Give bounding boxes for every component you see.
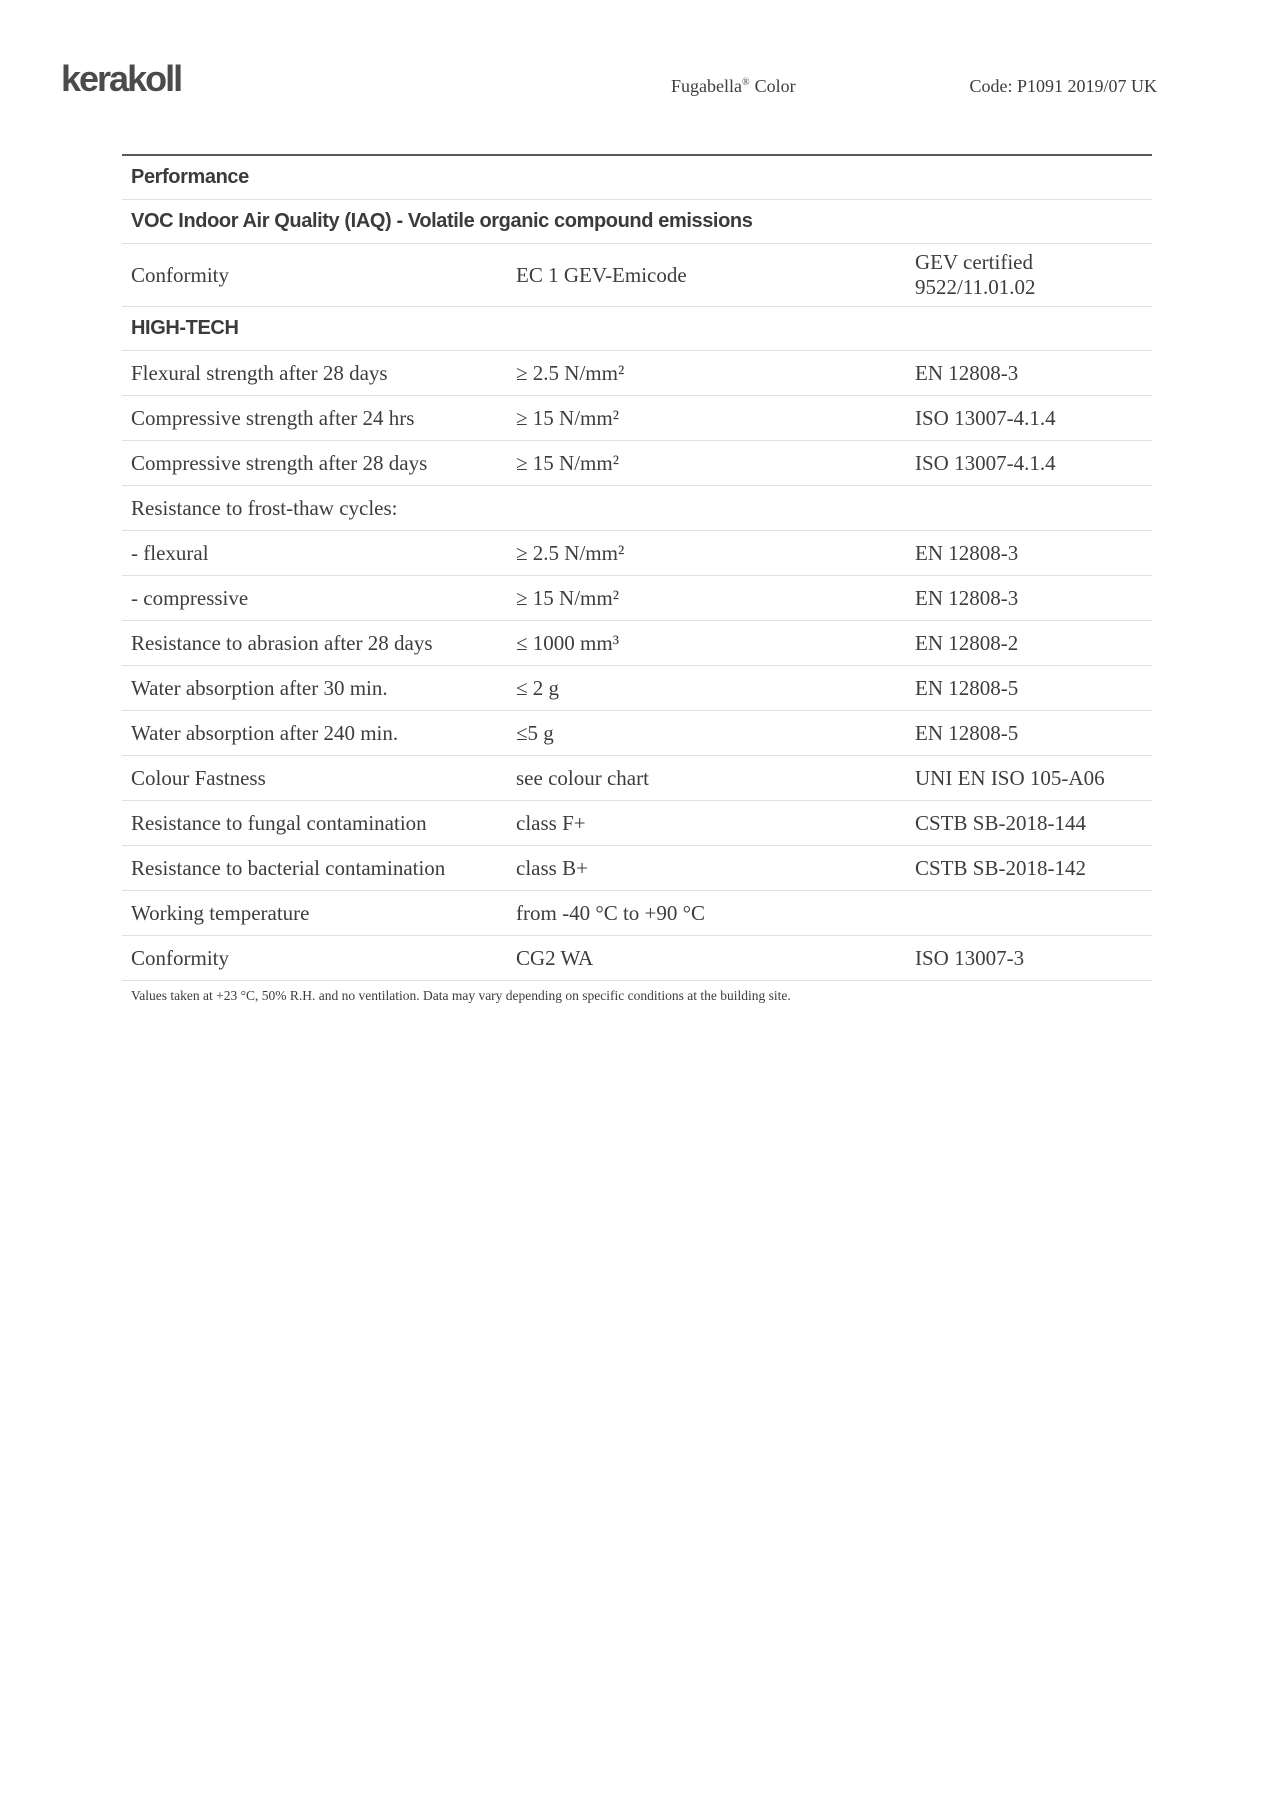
row-standard: EN 12808-3	[915, 585, 1019, 610]
row-value: from -40 °C to +90 °C	[516, 900, 706, 925]
section-heading-label: VOC Indoor Air Quality (IAQ) - Volatile organic compound emissions	[131, 210, 753, 232]
row-value: ≥ 15 N/mm²	[516, 450, 619, 475]
row-value: ≤ 2 g	[516, 675, 560, 700]
performance-table	[122, 154, 1152, 981]
table-row	[122, 936, 1152, 981]
row-label: Colour Fastness	[131, 765, 266, 790]
row-standard: EN 12808-5	[915, 675, 1019, 700]
row-value: ≤ 1000 mm³	[516, 630, 619, 655]
row-value: class B+	[516, 855, 588, 880]
row-label: Water absorption after 30 min.	[131, 675, 388, 700]
table-row	[122, 351, 1152, 396]
row-label: Water absorption after 240 min.	[131, 720, 399, 745]
kerakoll-logo: kerakoll	[61, 58, 182, 99]
row-standard: EN 12808-3	[915, 540, 1019, 565]
registered-trademark-symbol: ®	[741, 77, 750, 88]
row-standard: CSTB SB-2018-142	[915, 855, 1086, 880]
table-row	[122, 576, 1152, 621]
footnote: Values taken at +23 °C, 50% R.H. and no ventilation. Data may vary depending on specific conditions at the building site.	[131, 988, 791, 1003]
table-row	[122, 441, 1152, 486]
table-section-heading-row	[122, 156, 1152, 200]
row-label: - flexural	[131, 540, 209, 565]
row-standard: CSTB SB-2018-144	[915, 810, 1086, 835]
section-heading-label: HIGH-TECH	[131, 317, 239, 339]
table-row	[122, 531, 1152, 576]
document-code: Code: P1091 2019/07 UK	[969, 76, 1157, 96]
row-standard: EN 12808-5	[915, 720, 1019, 745]
row-label: Resistance to abrasion after 28 days	[131, 630, 433, 655]
row-standard: UNI EN ISO 105-A06	[915, 765, 1105, 790]
row-label: Compressive strength after 28 days	[131, 450, 428, 475]
table-row	[122, 891, 1152, 936]
row-label: Conformity	[131, 945, 229, 970]
table-row	[122, 846, 1152, 891]
row-standard: EN 12808-3	[915, 360, 1019, 385]
row-label: Resistance to frost-thaw cycles:	[131, 495, 398, 520]
row-label: Flexural strength after 28 days	[131, 360, 388, 385]
row-standard: ISO 13007-4.1.4	[915, 405, 1056, 430]
row-value: see colour chart	[516, 765, 649, 790]
row-value: ≥ 15 N/mm²	[516, 585, 619, 610]
row-standard: EN 12808-2	[915, 630, 1019, 655]
table-section-heading-row	[122, 307, 1152, 351]
row-label: Working temperature	[131, 900, 310, 925]
table-row	[122, 666, 1152, 711]
table-row	[122, 621, 1152, 666]
row-value: ≥ 2.5 N/mm²	[516, 540, 625, 565]
table-row	[122, 801, 1152, 846]
section-heading-label: Performance	[131, 166, 249, 188]
row-value: ≥ 15 N/mm²	[516, 405, 619, 430]
table-row	[122, 486, 1152, 531]
table-section-heading-row	[122, 200, 1152, 244]
row-value: class F+	[516, 810, 586, 835]
table-row	[122, 244, 1152, 307]
product-variant: Color	[754, 76, 796, 96]
row-label: Conformity	[131, 262, 229, 287]
row-label: Resistance to fungal contamination	[131, 810, 427, 835]
row-standard: GEV certified 9522/11.01.02	[915, 250, 1036, 299]
row-value: EC 1 GEV-Emicode	[516, 262, 687, 287]
row-standard: ISO 13007-4.1.4	[915, 450, 1056, 475]
table-row	[122, 711, 1152, 756]
row-value: CG2 WA	[516, 945, 594, 970]
row-value: ≤5 g	[516, 720, 554, 745]
row-label: Resistance to bacterial contamination	[131, 855, 446, 880]
product-name: Fugabella	[671, 76, 742, 96]
row-standard: ISO 13007-3	[915, 945, 1025, 970]
row-value: ≥ 2.5 N/mm²	[516, 360, 625, 385]
product-title	[671, 76, 796, 97]
row-label: Compressive strength after 24 hrs	[131, 405, 415, 430]
table-row	[122, 756, 1152, 801]
table-row	[122, 396, 1152, 441]
row-label: - compressive	[131, 585, 249, 610]
